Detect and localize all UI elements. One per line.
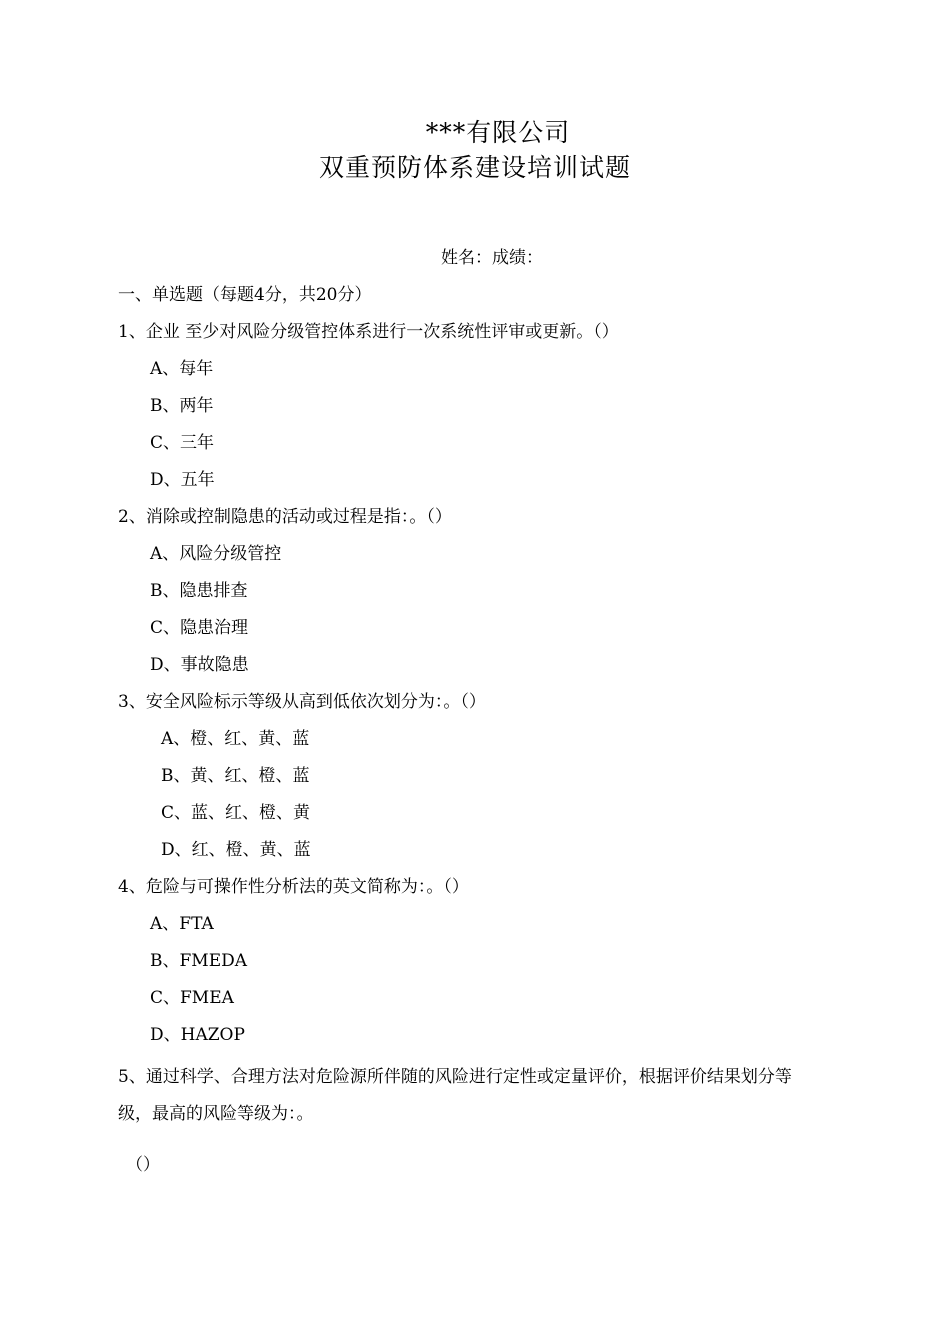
q2-option-d: D、事故隐患 xyxy=(150,655,249,675)
q4-option-d: D、HAZOP xyxy=(150,1025,245,1045)
q3-option-d: D、红、橙、黄、蓝 xyxy=(161,840,311,860)
q2-option-c: C、隐患治理 xyxy=(150,618,249,638)
question-3: 3、安全风险标示等级从高到低依次划分为：。（） xyxy=(118,692,486,712)
q1-option-c: C、三年 xyxy=(150,433,215,453)
name-score-line: 姓名：成绩： xyxy=(441,248,543,268)
q3-option-c: C、蓝、红、橙、黄 xyxy=(161,803,311,823)
question-5-line-2: 级，最高的风险等级为：。 xyxy=(118,1104,314,1124)
q1-option-b: B、两年 xyxy=(150,396,214,416)
q3-option-a: A、橙、红、黄、蓝 xyxy=(161,729,310,749)
section-heading: 一、单选题（每题4分，共20分） xyxy=(118,285,372,305)
question-5-answer-blank: （） xyxy=(126,1155,160,1175)
q4-option-c: C、FMEA xyxy=(150,988,234,1008)
question-1: 1、企业 至少对风险分级管控体系进行一次系统性评审或更新。（） xyxy=(118,322,619,342)
q2-option-b: B、隐患排查 xyxy=(150,581,248,601)
q2-option-a: A、风险分级管控 xyxy=(150,544,282,564)
q1-option-a: A、每年 xyxy=(150,359,214,379)
question-2: 2、消除或控制隐患的活动或过程是指：。（） xyxy=(118,507,452,527)
exam-title: 双重预防体系建设培训试题 xyxy=(318,153,631,182)
company-name: ***有限公司 xyxy=(425,118,571,147)
q3-option-b: B、黄、红、橙、蓝 xyxy=(161,766,310,786)
q4-option-b: B、FMEDA xyxy=(150,951,248,971)
question-4: 4、危险与可操作性分析法的英文简称为：。（） xyxy=(118,877,469,897)
question-5-line-1: 5、通过科学、合理方法对危险源所伴随的风险进行定性或定量评价，根据评价结果划分等 xyxy=(118,1067,792,1087)
q1-option-d: D、五年 xyxy=(150,470,215,490)
q4-option-a: A、FTA xyxy=(150,914,214,934)
